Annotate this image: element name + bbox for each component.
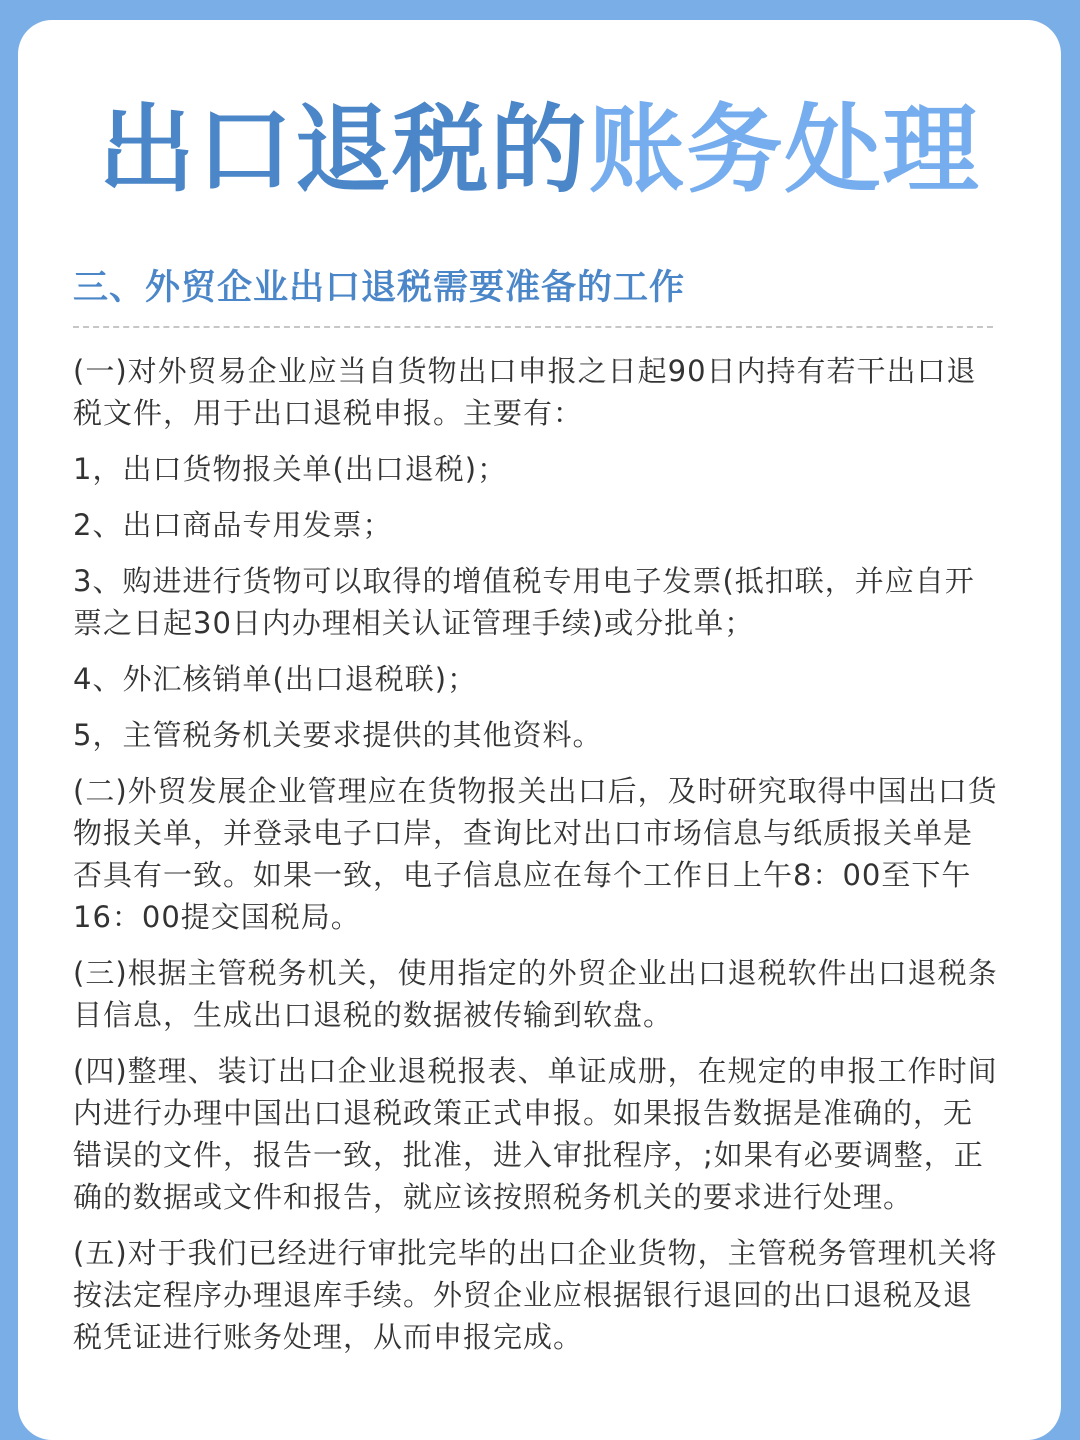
paragraph-6: 5，主管税务机关要求提供的其他资料。: [73, 718, 603, 752]
paragraph-3: 2、出口商品专用发票；: [73, 508, 393, 542]
paragraph-4: 3、购进进行货物可以取得的增值税专用电子发票(抵扣联，并应自开票之日起30日内办理相关认证管理手续)或分批单；: [73, 564, 975, 640]
paragraph-9: (四)整理、装订出口企业退税报表、单证成册，在规定的申报工作时间内进行办理中国出口退税政策正式申报。如果报告数据是准确的，无错误的文件，报告一致，批准，进入审批程序，;如果有必要调整，正确的数据或文件和报告，就应该按照税务机关的要求进行处理。: [73, 1054, 998, 1214]
section-heading: 三、外贸企业出口退税需要准备的工作: [73, 268, 686, 308]
dashed-divider: [73, 326, 993, 328]
title-part-1: 出口退税的: [98, 94, 589, 206]
paragraph-1: (一)对外贸易企业应当自货物出口申报之日起90日内持有若干出口退税文件，用于出口退税申报。主要有：: [73, 354, 977, 430]
title-part-2: 账务处理: [588, 94, 981, 206]
paragraph-5: 4、外汇核销单(出口退税联)；: [73, 662, 478, 696]
paragraph-10: (五)对于我们已经进行审批完毕的出口企业货物，主管税务管理机关将按法定程序办理退库手续。外贸企业应根据银行退回的出口退税及退税凭证进行账务处理，从而申报完成。: [73, 1236, 998, 1354]
paragraph-7: (二)外贸发展企业管理应在货物报关出口后，及时研究取得中国出口货物报关单，并登录电子口岸，查询比对出口市场信息与纸质报关单是否具有一致。如果一致，电子信息应在每个工作日上午8：00至下午16：00提交国税局。: [73, 774, 998, 934]
paragraph-8: (三)根据主管税务机关，使用指定的外贸企业出口退税软件出口退税条目信息，生成出口退税的数据被传输到软盘。: [73, 956, 998, 1032]
paragraph-2: 1，出口货物报关单(出口退税)；: [73, 452, 508, 486]
content-card: [18, 20, 1061, 1440]
article-body: [73, 350, 998, 1372]
page-title: [18, 94, 1061, 206]
